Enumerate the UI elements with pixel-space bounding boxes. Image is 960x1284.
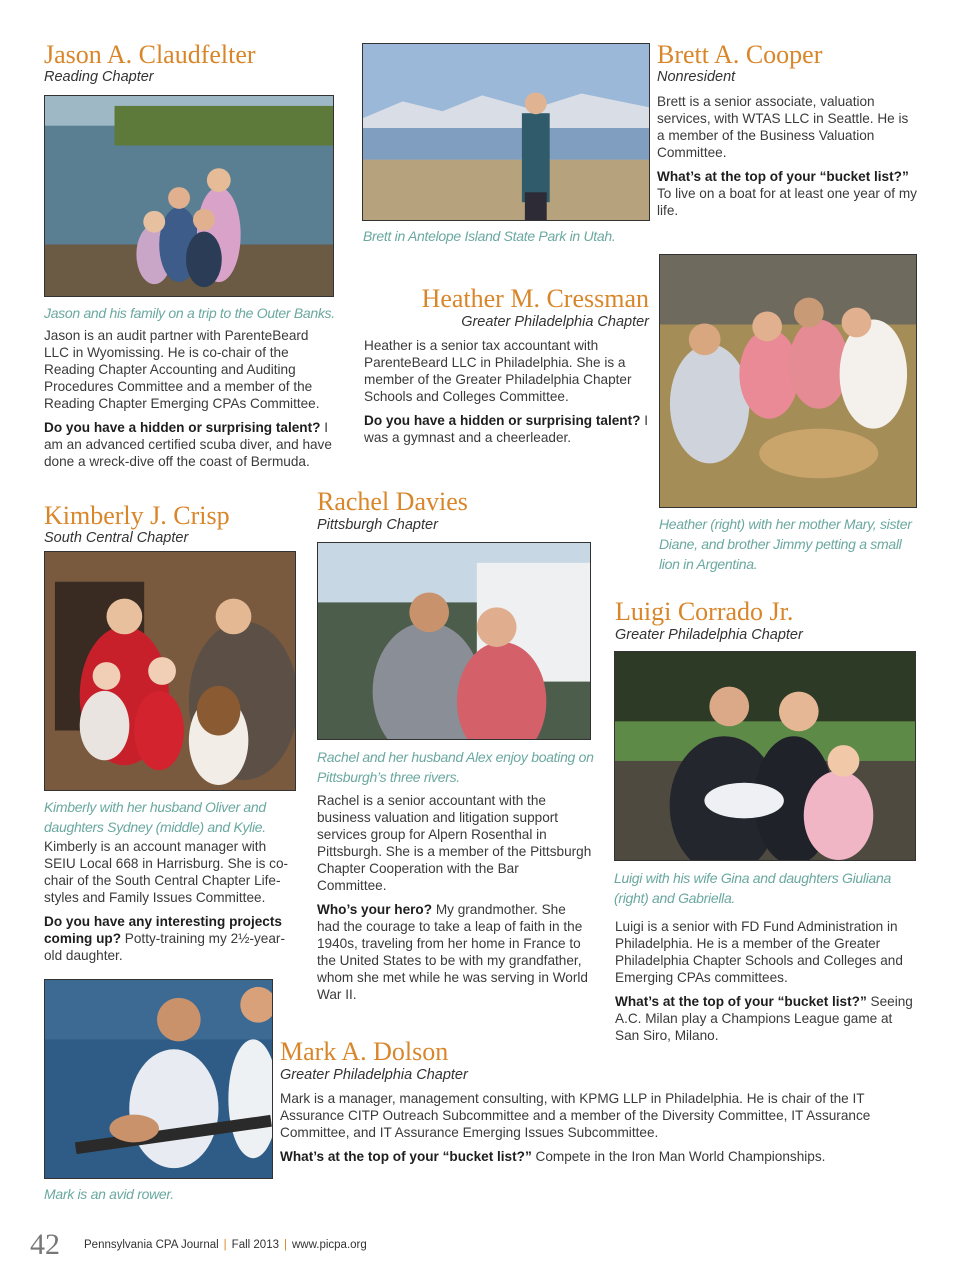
caption-claudfelter: Jason and his family on a trip to the Outer Banks. — [44, 305, 335, 321]
photo-dolson-rowing — [44, 979, 273, 1179]
profile-name-corrado: Luigi Corrado Jr. — [615, 597, 794, 626]
question-text: What’s at the top of your “bucket list?” — [280, 1149, 532, 1164]
profile-chapter-cressman: Greater Philadelphia Chapter — [461, 314, 649, 330]
profile-chapter-davies: Pittsburgh Chapter — [317, 517, 438, 533]
bio-text: Brett is a senior associate, valuation services, with WTAS LLC in Seattle. He is a member of the Business Valuation Committee. — [657, 94, 909, 160]
bio-text: Rachel is a senior accountant with the business valuation and litigation support services group for Alpern Rosenthal in Pittsburgh. She is a member of the Pittsburgh Chapter Cooperation with the Bar Committee. — [317, 793, 592, 893]
bio-text: Mark is a manager, management consulting, with KPMG LLP in Philadelphia. He is chair of the IT Assurance CITP Outreach Subcommittee and a member of the Diversity Committee, IT Assurance Committee, and IT Assurance Emerging Issues Subcommittee. — [280, 1091, 871, 1140]
question-text: Do you have a hidden or surprising talent? — [44, 420, 321, 435]
question-text: What’s at the top of your “bucket list?” — [615, 994, 867, 1009]
caption-corrado: Luigi with his wife Gina and daughters Giuliana (right) and Gabriella. — [614, 870, 891, 906]
page-number: 42 — [30, 1228, 60, 1261]
question-text: Who’s your hero? — [317, 902, 433, 917]
footer-credits — [84, 1239, 367, 1251]
caption-dolson: Mark is an avid rower. — [44, 1186, 174, 1202]
bio-corrado — [615, 918, 915, 1051]
bio-text: Kimberly is an account manager with SEIU Local 668 in Harrisburg. She is co-chair of the South Central Chapter Life-styles and Family Issues Committee. — [44, 839, 289, 905]
question-text: Do you have a hidden or surprising talent? — [364, 413, 641, 428]
bio-davies — [317, 792, 592, 1010]
profile-name-cressman: Heather M. Cressman — [421, 284, 649, 313]
bio-text: Jason is an audit partner with ParenteBeard LLC in Wyomissing. He is co-chair of the Reading Chapter Accounting and Auditing Procedures Committee and a member of the Reading Chapter Emerging CPAs Committee. — [44, 328, 320, 411]
profile-chapter-cooper: Nonresident — [657, 69, 736, 85]
bio-text: Heather is a senior tax accountant with ParenteBeard LLC in Philadelphia. She is a member of the Greater Philadelphia Chapter Schools and Colleges Committee. — [364, 338, 632, 404]
photo-cooper-antelope-island — [362, 43, 650, 221]
bio-cooper — [657, 93, 919, 226]
bio-cressman — [364, 337, 654, 453]
answer-text: I was a gymnast and a cheerleader. — [364, 413, 649, 445]
question-text: Do you have any interesting projects coming up? — [44, 914, 282, 946]
caption-crisp: Kimberly with her husband Oliver and daughters Sydney (middle) and Kylie. — [44, 799, 266, 835]
footer-website-link[interactable]: www.picpa.org — [291, 1239, 367, 1251]
answer-text: Compete in the Iron Man World Championships. — [531, 1149, 826, 1164]
profile-name-crisp: Kimberly J. Crisp — [44, 501, 230, 530]
profile-chapter-crisp: South Central Chapter — [44, 530, 189, 546]
caption-cooper: Brett in Antelope Island State Park in Utah. — [363, 228, 616, 244]
profile-name-dolson: Mark A. Dolson — [280, 1037, 449, 1066]
answer-text: I am an advanced certified scuba diver, and have done a wreck-dive off the coast of Bermuda. — [44, 420, 332, 469]
bio-claudfelter — [44, 327, 334, 477]
answer-text: My grandmother. She had the courage to take a leap of faith in the 1940s, traveling from her home in France to the United States to be with my grandfather, whom she met while he was serving in World War II. — [317, 902, 588, 1002]
bio-crisp — [44, 838, 294, 971]
bio-text: Luigi is a senior with FD Fund Administration in Philadelphia. He is a member of the Greater Philadelphia Chapter Schools and Colleges and Emerging CPAs committees. — [615, 919, 903, 985]
photo-corrado-family — [614, 651, 916, 861]
profile-chapter-claudfelter: Reading Chapter — [44, 69, 154, 85]
answer-text: Potty-training my 2½-year-old daughter. — [44, 931, 285, 963]
profile-name-davies: Rachel Davies — [317, 487, 468, 516]
profile-name-claudfelter: Jason A. Claudfelter — [44, 40, 256, 69]
answer-text: Seeing A.C. Milan play a Champions League game at San Siro, Milano. — [615, 994, 913, 1043]
caption-cressman: Heather (right) with her mother Mary, sister Diane, and brother Jimmy petting a small lion in Argentina. — [659, 516, 912, 572]
profile-name-cooper: Brett A. Cooper — [657, 40, 823, 69]
answer-text: To live on a boat for at least one year of my life. — [657, 186, 917, 218]
question-text: What’s at the top of your “bucket list?” — [657, 169, 909, 184]
caption-davies: Rachel and her husband Alex enjoy boating on Pittsburgh’s three rivers. — [317, 749, 594, 785]
photo-cressman-lion — [659, 254, 917, 508]
footer-issue: Fall 2013 — [231, 1239, 279, 1251]
footer-publication: Pennsylvania CPA Journal — [84, 1239, 219, 1251]
photo-davies-boating — [317, 542, 591, 740]
photo-claudfelter-family — [44, 95, 334, 297]
bio-dolson — [280, 1090, 880, 1172]
profile-chapter-dolson: Greater Philadelphia Chapter — [280, 1067, 468, 1083]
footer-separator: | — [283, 1239, 287, 1251]
photo-crisp-family — [44, 551, 296, 791]
footer-separator: | — [223, 1239, 227, 1251]
profile-chapter-corrado: Greater Philadelphia Chapter — [615, 627, 803, 643]
